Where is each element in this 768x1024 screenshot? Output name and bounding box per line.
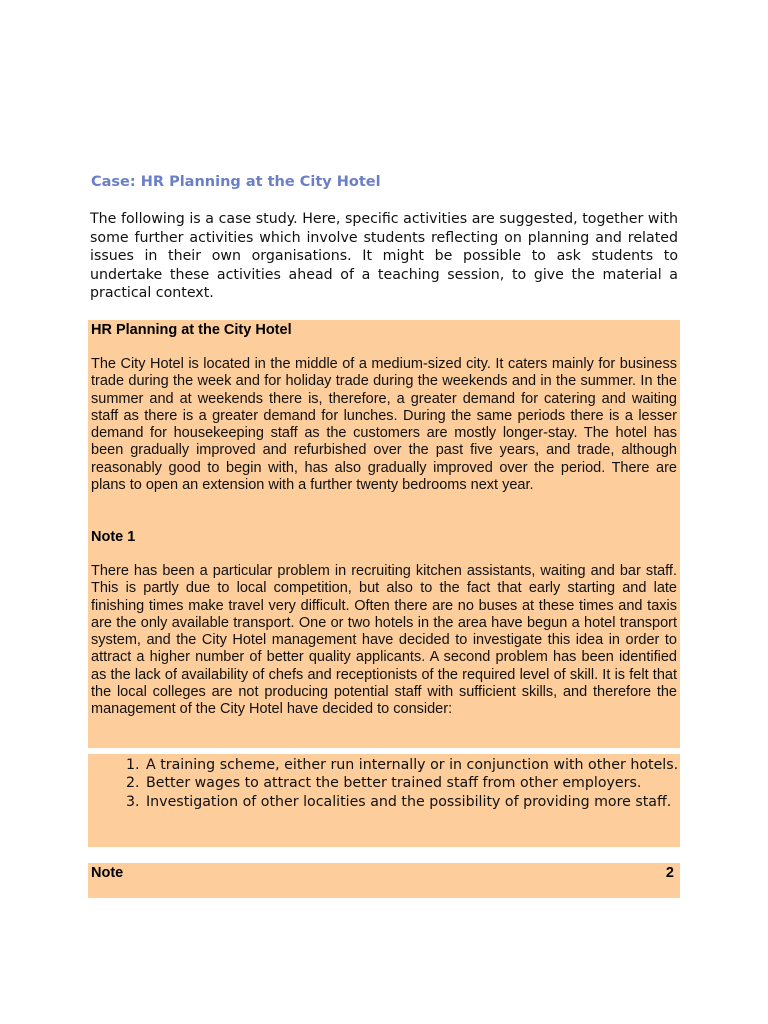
note-2-box bbox=[88, 863, 680, 898]
case-study-heading: HR Planning at the City Hotel bbox=[91, 322, 292, 338]
note-1-paragraph: There has been a particular problem in recruiting kitchen assistants, waiting and bar staff. This is partly due to local competition, but also to the fact that early starting and late finishing times make travel very difficult. Often there are no buses at these times and taxis are the only available transport. One or two hotels in the area have begun a hotel transport system, and the City Hotel management have decided to investigate this idea in order to attract a higher number of better quality applicants. A second problem has been identified as the lack of availability of chefs and receptionists of the required level of skill. It is felt that the local colleges are not producing potential staff with sufficient skills, and therefore the management of the City Hotel have decided to consider: bbox=[91, 563, 677, 718]
case-study-paragraph: The City Hotel is located in the middle of a medium-sized city. It caters mainly for business trade during the week and for holiday trade during the weekends and in the summer. In the summer and at weekends there is, therefore, a greater demand for catering and waiting staff as there is a greater demand for lunches. During the same periods there is a lesser demand for housekeeping staff as the customers are mostly longer-stay. The hotel has been gradually improved and refurbished over the past five years, and trade, although reasonably good to begin with, has also gradually improved over the period. There are plans to open an extension with a further twenty bedrooms next year. bbox=[91, 356, 677, 494]
note-2-number: 2 bbox=[665, 865, 674, 881]
note-1-heading: Note 1 bbox=[91, 529, 136, 545]
list-item: 3. Investigation of other localities and the possibility of providing more staff. bbox=[144, 793, 702, 811]
note-2-label: Note bbox=[91, 865, 124, 881]
list-item: 1. A training scheme, either run internally or in conjunction with other hotels. bbox=[144, 756, 702, 774]
case-title: Case: HR Planning at the City Hotel bbox=[91, 174, 381, 190]
case-study-box bbox=[88, 320, 680, 748]
intro-paragraph: The following is a case study. Here, specific activities are suggested, together with some further activities which involve students reflecting on planning and related issues in their own organisations. It might be possible to ask students to undertake these activities ahead of a teaching session, to give the material a practical context. bbox=[90, 211, 678, 302]
options-box bbox=[88, 754, 680, 847]
list-item: 2. Better wages to attract the better trained staff from other employers. bbox=[144, 774, 702, 792]
options-list bbox=[121, 756, 702, 811]
